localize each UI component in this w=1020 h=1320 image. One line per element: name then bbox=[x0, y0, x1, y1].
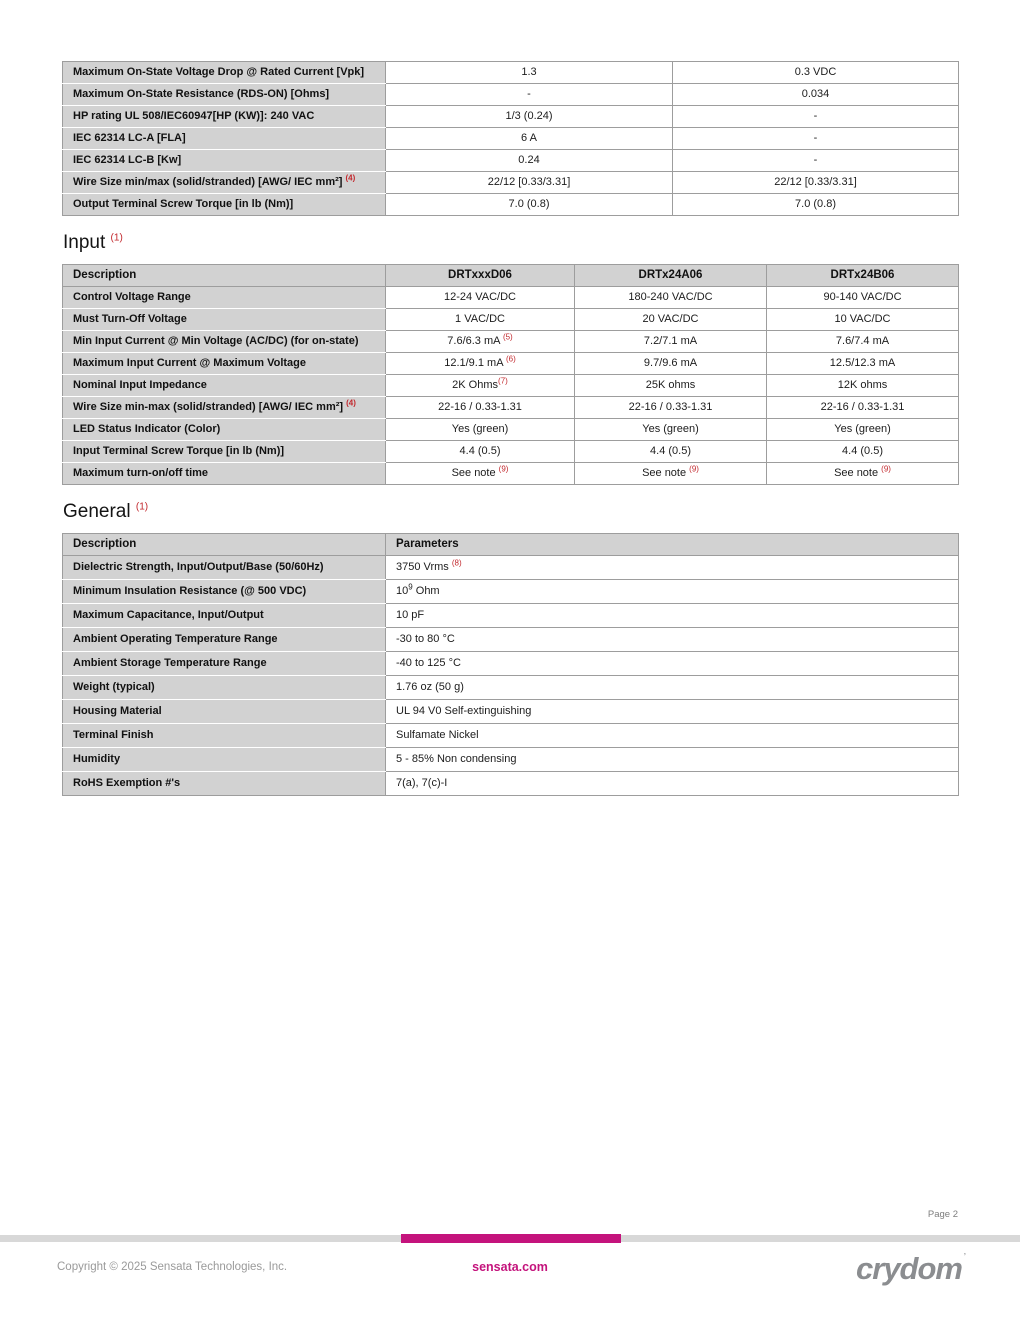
value-cell bbox=[575, 353, 767, 375]
value-cell bbox=[673, 106, 959, 128]
table-row bbox=[63, 62, 959, 84]
value-text: Sulfamate Nickel bbox=[396, 729, 479, 741]
section-title-input bbox=[63, 232, 958, 254]
value-cell bbox=[386, 676, 959, 700]
value-text: 12.5/12.3 mA bbox=[829, 357, 896, 369]
table-row bbox=[63, 353, 959, 375]
value-cell bbox=[386, 772, 959, 796]
table-row bbox=[63, 84, 959, 106]
value-cell bbox=[767, 441, 959, 463]
value-text: Yes (green) bbox=[451, 423, 509, 435]
note-ref: (4) bbox=[345, 173, 356, 183]
page-footer bbox=[0, 1251, 1020, 1294]
value-text: 2K Ohms bbox=[452, 379, 499, 391]
table-row bbox=[63, 150, 959, 172]
value-cell bbox=[575, 309, 767, 331]
value-text: 10 bbox=[396, 585, 409, 597]
value-text: 22/12 [0.33/3.31] bbox=[774, 176, 857, 188]
value-text: 4.4 (0.5) bbox=[842, 445, 883, 457]
crydom-logo: crydom bbox=[856, 1251, 962, 1286]
value-text: 3750 Vrms bbox=[396, 561, 452, 573]
value-cell bbox=[386, 724, 959, 748]
row-label-text: Input Terminal Screw Torque [in lb (Nm)] bbox=[73, 445, 285, 457]
value-cell bbox=[386, 106, 673, 128]
table-row bbox=[63, 194, 959, 216]
row-label-text: IEC 62314 LC-A [FLA] bbox=[73, 132, 186, 144]
row-label-text: LED Status Indicator (Color) bbox=[73, 423, 221, 435]
value-text: 1 VAC/DC bbox=[455, 313, 505, 325]
row-label-cell bbox=[63, 748, 386, 772]
row-label-cell bbox=[63, 128, 386, 150]
value-cell bbox=[673, 150, 959, 172]
footer-accent-bar bbox=[401, 1234, 621, 1243]
table-row bbox=[63, 172, 959, 194]
row-label-cell bbox=[63, 628, 386, 652]
table-row bbox=[63, 331, 959, 353]
value-cell bbox=[386, 580, 959, 604]
value-cell bbox=[767, 309, 959, 331]
row-label-text: Ambient Storage Temperature Range bbox=[73, 657, 267, 669]
value-text: 0.24 bbox=[518, 154, 540, 166]
value-text: 7.0 (0.8) bbox=[508, 198, 550, 210]
value-text: Yes (green) bbox=[642, 423, 699, 435]
value-text: 1.76 oz (50 g) bbox=[396, 681, 464, 693]
note-ref: 9 bbox=[408, 582, 413, 592]
row-label-text: Maximum On-State Resistance (RDS-ON) [Ohms] bbox=[73, 88, 330, 100]
row-label-cell bbox=[63, 106, 386, 128]
value-cell bbox=[767, 331, 959, 353]
value-text: 7.6/7.4 mA bbox=[835, 335, 890, 347]
value-cell bbox=[767, 419, 959, 441]
value-cell bbox=[386, 419, 575, 441]
value-text: 1.3 bbox=[521, 66, 537, 78]
value-cell bbox=[386, 331, 575, 353]
value-cell bbox=[575, 397, 767, 419]
row-label-cell bbox=[63, 772, 386, 796]
row-label-cell bbox=[63, 172, 386, 194]
value-cell bbox=[673, 194, 959, 216]
row-label-cell bbox=[63, 375, 386, 397]
row-label-text: IEC 62314 LC-B [Kw] bbox=[73, 154, 182, 166]
table-row bbox=[63, 748, 959, 772]
value-cell bbox=[386, 150, 673, 172]
row-label-cell bbox=[63, 353, 386, 375]
value-cell bbox=[767, 375, 959, 397]
note-ref: (7) bbox=[498, 376, 508, 386]
row-label-text: Wire Size min/max (solid/stranded) [AWG/ IEC mm²] bbox=[73, 176, 346, 188]
value-cell bbox=[386, 700, 959, 724]
value-text: UL 94 V0 Self-extinguishing bbox=[396, 705, 532, 717]
row-label-text: Wire Size min-max (solid/stranded) [AWG/ IEC mm²] bbox=[73, 401, 347, 413]
row-label-text: Maximum Input Current @ Maximum Voltage bbox=[73, 357, 306, 369]
value-cell bbox=[386, 172, 673, 194]
table-row bbox=[63, 128, 959, 150]
value-text: 0.034 bbox=[801, 88, 830, 100]
value-text: 180-240 VAC/DC bbox=[628, 291, 713, 303]
row-label-cell bbox=[63, 309, 386, 331]
row-label-text: Output Terminal Screw Torque [in lb (Nm)] bbox=[73, 198, 294, 210]
value-text: 20 VAC/DC bbox=[642, 313, 699, 325]
table-row bbox=[63, 287, 959, 309]
row-label-text: Minimum Insulation Resistance (@ 500 VDC) bbox=[73, 585, 307, 597]
row-label-text: Maximum On-State Voltage Drop @ Rated Current [Vpk] bbox=[73, 66, 365, 78]
note-ref: (9) bbox=[881, 464, 891, 474]
note-ref: (9) bbox=[689, 464, 699, 474]
value-text: - bbox=[813, 154, 818, 166]
value-text: -30 to 80 °C bbox=[396, 633, 455, 645]
input-spec-table bbox=[62, 264, 959, 485]
value-cell bbox=[767, 353, 959, 375]
row-label-cell bbox=[63, 556, 386, 580]
value-cell bbox=[386, 604, 959, 628]
table-row bbox=[63, 676, 959, 700]
value-cell bbox=[386, 628, 959, 652]
value-cell bbox=[386, 194, 673, 216]
table-header-row bbox=[63, 265, 959, 287]
column-header: Description bbox=[63, 265, 386, 287]
row-label-cell bbox=[63, 700, 386, 724]
value-text: 4.4 (0.5) bbox=[459, 445, 501, 457]
value-text: 22-16 / 0.33-1.31 bbox=[628, 401, 713, 413]
value-text: 7.2/7.1 mA bbox=[643, 335, 698, 347]
value-text: - bbox=[813, 132, 818, 144]
value-text: 12.1/9.1 mA bbox=[444, 357, 506, 369]
value-cell bbox=[673, 128, 959, 150]
value-cell bbox=[386, 287, 575, 309]
row-label-cell bbox=[63, 419, 386, 441]
value-cell bbox=[673, 172, 959, 194]
value-text: 0.3 VDC bbox=[794, 66, 837, 78]
value-cell bbox=[386, 353, 575, 375]
row-label-text: Nominal Input Impedance bbox=[73, 379, 207, 391]
value-text: 22-16 / 0.33-1.31 bbox=[438, 401, 522, 413]
row-label-cell bbox=[63, 194, 386, 216]
row-label-cell bbox=[63, 676, 386, 700]
row-label-text: Maximum Capacitance, Input/Output bbox=[73, 609, 264, 621]
value-text: 12K ohms bbox=[837, 379, 888, 391]
row-label-text: Housing Material bbox=[73, 705, 162, 717]
table-row bbox=[63, 375, 959, 397]
section-title-text: General bbox=[63, 501, 131, 522]
column-header: Parameters bbox=[386, 534, 959, 556]
row-label-cell bbox=[63, 580, 386, 604]
value-cell bbox=[386, 397, 575, 419]
row-label-text: Dielectric Strength, Input/Output/Base (50/60Hz) bbox=[73, 561, 324, 573]
value-cell bbox=[575, 331, 767, 353]
output-spec-table bbox=[62, 61, 959, 216]
row-label-cell bbox=[63, 463, 386, 485]
value-text: 5 - 85% Non condensing bbox=[396, 753, 517, 765]
value-text: 10 VAC/DC bbox=[834, 313, 891, 325]
value-cell bbox=[767, 463, 959, 485]
row-label-text: Control Voltage Range bbox=[73, 291, 191, 303]
row-label-cell bbox=[63, 652, 386, 676]
value-cell bbox=[386, 463, 575, 485]
row-label-cell bbox=[63, 150, 386, 172]
value-cell bbox=[575, 419, 767, 441]
column-header: Description bbox=[63, 534, 386, 556]
row-label-text: Must Turn-Off Voltage bbox=[73, 313, 187, 325]
general-spec-table bbox=[62, 533, 959, 796]
table-row bbox=[63, 463, 959, 485]
note-ref: (5) bbox=[502, 332, 513, 342]
value-text: 25K ohms bbox=[645, 379, 696, 391]
value-text: - bbox=[527, 88, 531, 100]
column-header: DRTx24A06 bbox=[575, 265, 767, 287]
value-text: 90-140 VAC/DC bbox=[823, 291, 902, 303]
value-cell bbox=[386, 84, 673, 106]
row-label-text: Weight (typical) bbox=[73, 681, 155, 693]
note-ref: (9) bbox=[498, 464, 509, 474]
row-label-cell bbox=[63, 62, 386, 84]
value-cell bbox=[673, 84, 959, 106]
table-row bbox=[63, 580, 959, 604]
value-cell bbox=[575, 375, 767, 397]
table-header-row bbox=[63, 534, 959, 556]
value-cell bbox=[386, 652, 959, 676]
value-text: - bbox=[813, 110, 818, 122]
row-label-text: Terminal Finish bbox=[73, 729, 154, 741]
table-row bbox=[63, 106, 959, 128]
table-row bbox=[63, 700, 959, 724]
row-label-cell bbox=[63, 724, 386, 748]
row-label-text: Maximum turn-on/off time bbox=[73, 467, 209, 479]
row-label-text: Humidity bbox=[73, 753, 121, 765]
value-text: See note bbox=[834, 467, 882, 479]
row-label-text: Ambient Operating Temperature Range bbox=[73, 633, 278, 645]
table-row bbox=[63, 724, 959, 748]
note-ref: (1) bbox=[110, 232, 123, 244]
value-text: 4.4 (0.5) bbox=[650, 445, 691, 457]
value-cell bbox=[386, 441, 575, 463]
note-ref: (4) bbox=[346, 398, 356, 408]
copyright-text: Copyright © 2025 Sensata Technologies, Inc. bbox=[57, 1261, 288, 1273]
value-cell bbox=[575, 287, 767, 309]
value-text: -40 to 125 °C bbox=[396, 657, 461, 669]
note-ref: (8) bbox=[451, 558, 462, 568]
value-text: 22/12 [0.33/3.31] bbox=[487, 176, 571, 188]
section-title-general bbox=[63, 501, 958, 523]
value-cell bbox=[575, 463, 767, 485]
value-text: 7(a), 7(c)-I bbox=[396, 777, 448, 789]
row-label-cell bbox=[63, 441, 386, 463]
value-text: 12-24 VAC/DC bbox=[444, 291, 516, 303]
column-header: DRTx24B06 bbox=[767, 265, 959, 287]
value-text: Ohm bbox=[412, 585, 440, 597]
table-row bbox=[63, 604, 959, 628]
row-label-cell bbox=[63, 287, 386, 309]
value-cell bbox=[386, 556, 959, 580]
value-text: 6 A bbox=[521, 132, 537, 144]
value-text: 22-16 / 0.33-1.31 bbox=[820, 401, 905, 413]
row-label-cell bbox=[63, 397, 386, 419]
row-label-cell bbox=[63, 84, 386, 106]
value-cell bbox=[673, 62, 959, 84]
value-text: 7.0 (0.8) bbox=[795, 198, 836, 210]
value-text: See note bbox=[642, 467, 690, 479]
table-row bbox=[63, 652, 959, 676]
value-cell bbox=[767, 287, 959, 309]
value-text: 9.7/9.6 mA bbox=[643, 357, 698, 369]
table-row bbox=[63, 397, 959, 419]
value-cell bbox=[386, 375, 575, 397]
website-link[interactable]: sensata.com bbox=[472, 1260, 548, 1274]
table-row bbox=[63, 419, 959, 441]
value-text: See note bbox=[451, 467, 499, 479]
table-row bbox=[63, 772, 959, 796]
value-cell bbox=[767, 397, 959, 419]
page-number: Page 2 bbox=[927, 1209, 958, 1220]
row-label-text: Min Input Current @ Min Voltage (AC/DC) (for on-state) bbox=[73, 335, 359, 347]
value-text: 7.6/6.3 mA bbox=[447, 335, 503, 347]
value-text: Yes (green) bbox=[834, 423, 891, 435]
note-ref: (1) bbox=[135, 501, 149, 513]
value-cell bbox=[386, 309, 575, 331]
value-cell bbox=[575, 441, 767, 463]
row-label-cell bbox=[63, 331, 386, 353]
row-label-text: HP rating UL 508/IEC60947[HP (KW)]: 240 VAC bbox=[73, 110, 315, 122]
table-row bbox=[63, 556, 959, 580]
note-ref: (6) bbox=[505, 354, 516, 364]
column-header: DRTxxxD06 bbox=[386, 265, 575, 287]
value-cell bbox=[386, 748, 959, 772]
section-title-text: Input bbox=[63, 232, 106, 253]
value-text: 10 pF bbox=[396, 609, 425, 621]
value-cell bbox=[386, 128, 673, 150]
table-row bbox=[63, 441, 959, 463]
table-row bbox=[63, 628, 959, 652]
row-label-text: RoHS Exemption #'s bbox=[73, 777, 181, 789]
row-label-cell bbox=[63, 604, 386, 628]
table-row bbox=[63, 309, 959, 331]
trademark-tick: ’ bbox=[963, 1252, 966, 1263]
value-text: 1/3 (0.24) bbox=[505, 110, 553, 122]
value-cell bbox=[386, 62, 673, 84]
